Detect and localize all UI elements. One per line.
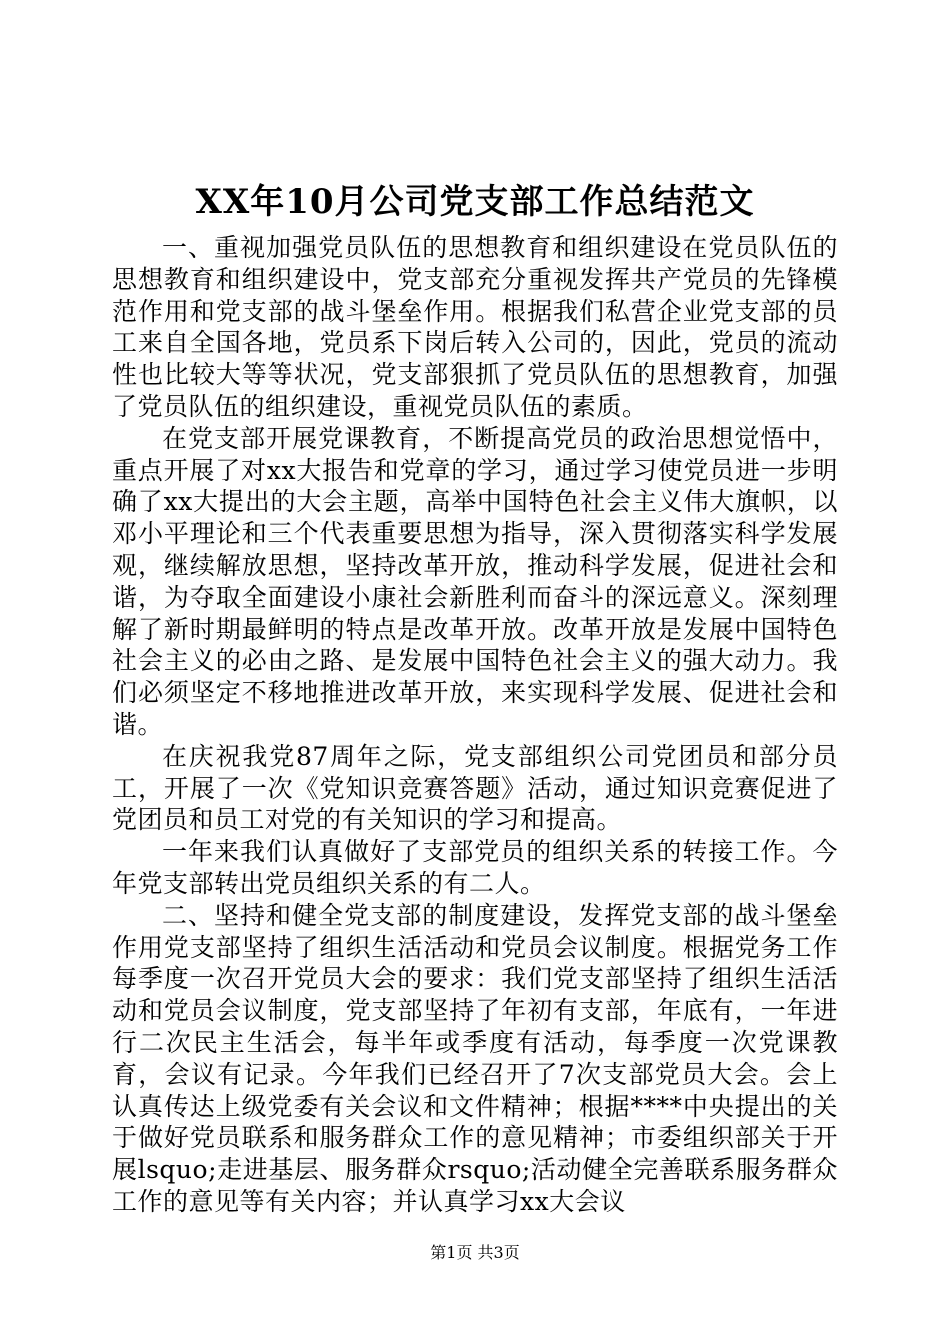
paragraph-5: 二、坚持和健全党支部的制度建设，发挥党支部的战斗堡垒作用党支部坚持了组织生活活动和党员会议制度。根据党务工作每季度一次召开党员大会的要求：我们党支部坚持了组织生活活动和党员会议制度，党支部坚持了年初有支部，年底有，一年进行二次民主生活会，每半年或季度有活动，每季度一次党课教育，会议有记录。今年我们已经召开了7次支部党员大会。会上认真传达上级党委有关会议和文件精神；根据****中央提出的关于做好党员联系和服务群众工作的意见精神；市委组织部关于开展lsquo;走进基层、服务群众rsquo;活动健全完善联系服务群众工作的意见等有关内容；并认真学习xx大会议 bbox=[112, 900, 838, 1216]
paragraph-1: 一、重视加强党员队伍的思想教育和组织建设在党员队伍的思想教育和组织建设中，党支部充分重视发挥共产党员的先锋模范作用和党支部的战斗堡垒作用。根据我们私营企业党支部的员工来自全国各地，党员系下岗后转入公司的，因此，党员的流动性也比较大等等状况，党支部狠抓了党员队伍的思想教育，加强了党员队伍的组织建设，重视党员队伍的素质。 bbox=[112, 233, 838, 421]
document-title: XX年10月公司党支部工作总结范文 bbox=[195, 182, 755, 222]
document-body bbox=[112, 232, 838, 1218]
paragraph-3: 在庆祝我党87周年之际，党支部组织公司党团员和部分员工，开展了一次《党知识竞赛答题》活动，通过知识竞赛促进了党团员和员工对党的有关知识的学习和提高。 bbox=[112, 741, 838, 835]
paragraph-2: 在党支部开展党课教育，不断提高党员的政治思想觉悟中，重点开展了对xx大报告和党章的学习，通过学习使党员进一步明确了xx大提出的大会主题，高举中国特色社会主义伟大旗帜，以邓小平理论和三个代表重要思想为指导，深入贯彻落实科学发展观，继续解放思想，坚持改革开放，推动科学发展，促进社会和谐，为夺取全面建设小康社会新胜利而奋斗的深远意义。深刻理解了新时期最鲜明的特点是改革开放。改革开放是发展中国特色社会主义的必由之路、是发展中国特色社会主义的强大动力。我们必须坚定不移地推进改革开放，来实现科学发展、促进社会和谐。 bbox=[112, 423, 838, 739]
paragraph-4: 一年来我们认真做好了支部党员的组织关系的转接工作。今年党支部转出党员组织关系的有二人。 bbox=[112, 837, 838, 898]
page-footer: 第1页 共3页 bbox=[430, 1243, 520, 1262]
